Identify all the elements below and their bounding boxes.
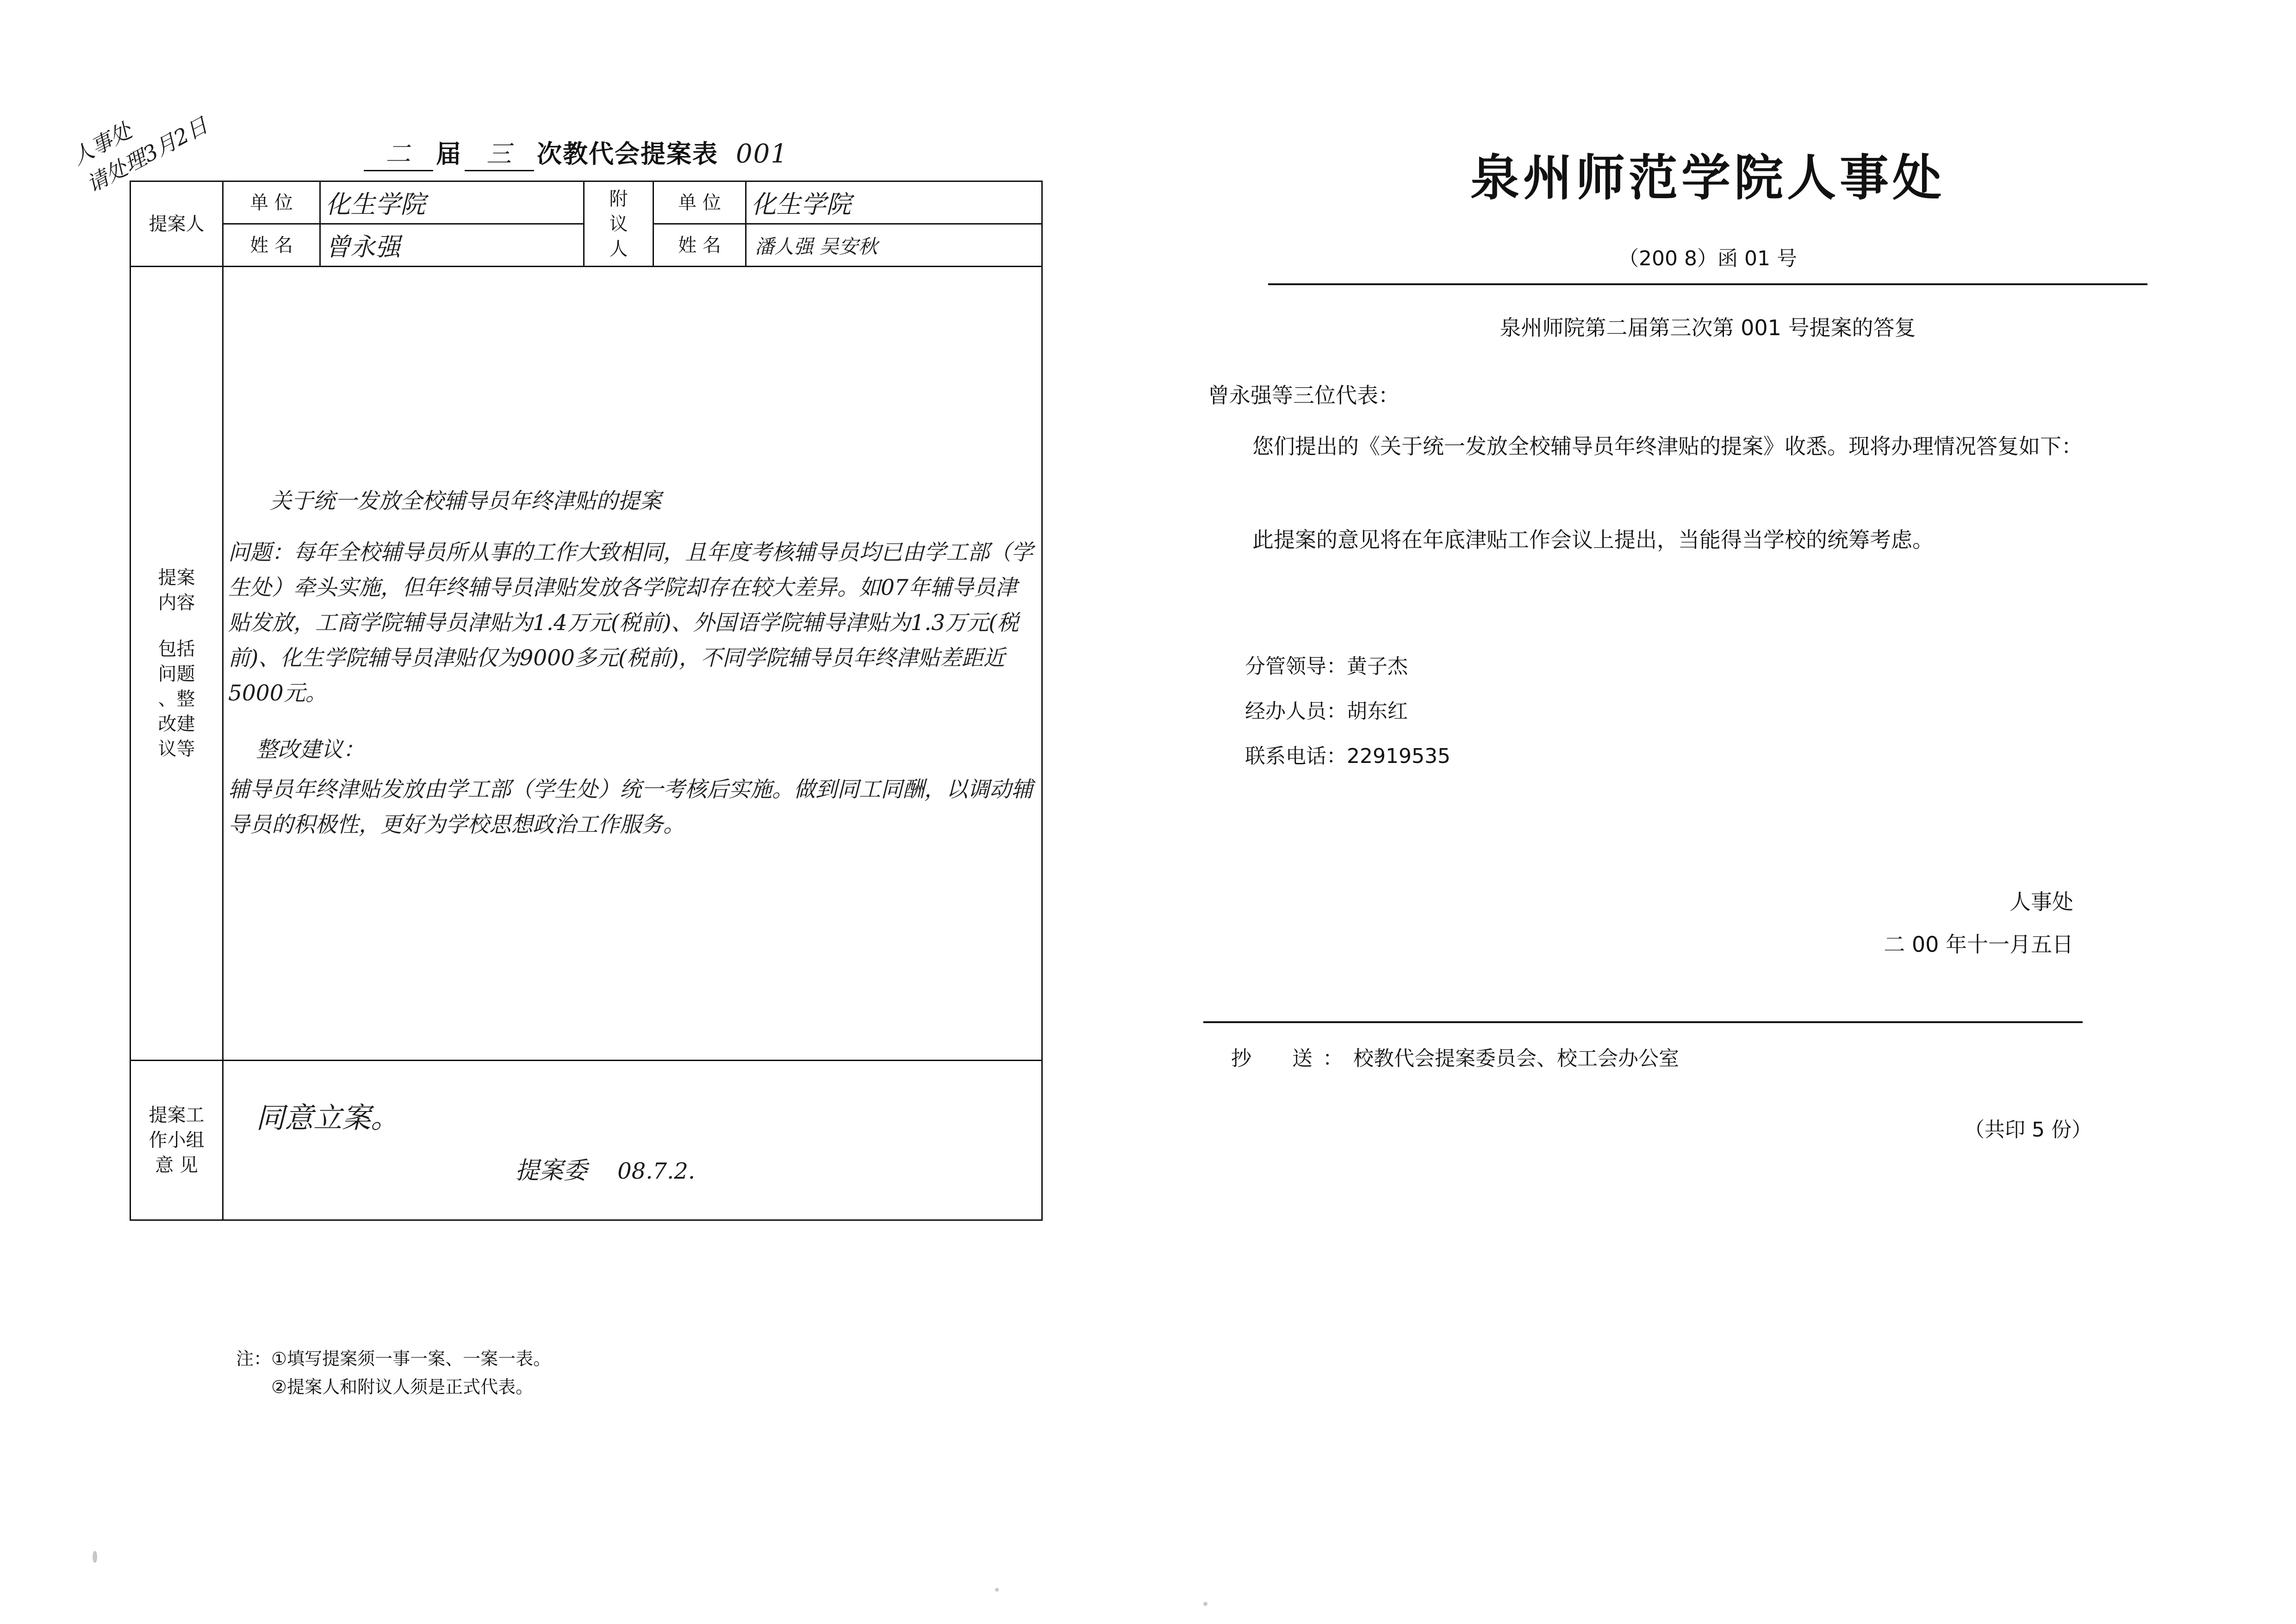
group-opinion-label-line-3: 意 见	[155, 1155, 198, 1176]
phone-row	[1245, 734, 2212, 779]
phone-label: 联系电话：	[1245, 744, 1347, 768]
content-suggestion-title: 整改建议：	[256, 737, 365, 763]
content-label	[131, 267, 223, 1061]
leader-name: 黄子杰	[1347, 655, 1408, 678]
handler-label: 经办人员：	[1245, 699, 1347, 723]
contact-block	[1245, 644, 2212, 779]
letter-paragraph-1: 您们提出的《关于统一发放全校辅导员年终津贴的提案》收悉。现将办理情况答复如下：	[1252, 434, 2083, 459]
session-label: 届	[436, 139, 462, 169]
content-problem: 问题：每年全校辅导员所从事的工作大致相同，且年度考核辅导员均已由学工部（学生处）牵头实施，但年终辅导员津贴发放各学院却存在较大差异。如07年辅导员津贴发放，工商学院辅导员津贴为1.4万元(税前)、外国语学院辅导津贴为1.3万元(税前)、化生学院辅导员津贴仅为9000多元(税前)，不同学院辅导员年终津贴差距近5000元。	[228, 539, 1033, 706]
scan-speck	[93, 1551, 97, 1563]
seconder-unit-value: 化生学院	[746, 181, 1042, 224]
signer-date: 二 00 年十一月五日	[1884, 932, 2073, 957]
content-label-line-3: 包括	[158, 638, 195, 660]
divider-rule	[1203, 1021, 2083, 1023]
form-serial-number: 001	[736, 139, 788, 169]
letter-subject: 泉州师院第二届第三次第 001 号提案的答复	[1500, 315, 1916, 340]
document-number: （200 8）函 01 号	[1268, 242, 2147, 285]
cc-label: 抄 送：	[1231, 1047, 1353, 1071]
cc-targets: 校教代会提案委员会、校工会办公室	[1353, 1047, 1679, 1071]
handler-name: 胡东红	[1347, 699, 1408, 723]
handwritten-corner-note: 人事处 请处理3月2日	[68, 112, 212, 197]
letter-paragraph-2: 此提案的意见将在年底津贴工作会议上提出，当能得当学校的统筹考虑。	[1252, 527, 1934, 552]
scan-speck	[995, 1588, 999, 1592]
form-notes	[236, 1345, 551, 1401]
seconder-unit-label: 单 位	[653, 181, 746, 224]
scan-speck	[1203, 1602, 1207, 1606]
table-row-content	[131, 267, 1042, 1061]
leader-row	[1245, 644, 2212, 689]
seconder-name-label: 姓 名	[653, 224, 746, 267]
table-row-unit	[131, 181, 1042, 224]
group-opinion-text: 同意立案。	[256, 1100, 400, 1135]
proposal-form-pane	[68, 83, 1111, 1542]
proposer-name-value: 曾永强	[320, 224, 584, 267]
content-heading: 关于统一发放全校辅导员年终津贴的提案	[270, 488, 661, 514]
letterhead-title: 泉州师范学院人事处	[1470, 150, 1945, 206]
leader-label: 分管领导：	[1245, 655, 1347, 678]
seconder-name-value: 潘人强 吴安秋	[746, 224, 1042, 267]
group-opinion-label-line-1: 提案工	[149, 1105, 205, 1126]
content-cell	[223, 267, 1042, 1061]
form-note-2: ②提案人和附议人须是正式代表。	[236, 1376, 534, 1397]
session-number: 二	[364, 134, 433, 171]
content-label-line-7: 议等	[158, 738, 195, 760]
group-opinion-label-line-2: 作小组	[149, 1130, 205, 1151]
handler-row	[1245, 689, 2212, 734]
form-title	[361, 134, 1083, 171]
signature-block	[1203, 881, 2212, 966]
reply-letter-pane	[1203, 106, 2212, 1518]
form-title-text: 次教代会提案表	[537, 139, 718, 169]
content-suggestion: 辅导员年终津贴发放由学工部（学生处）统一考核后实施。做到同工同酬，以调动辅导员的积极性，更好为学校思想政治工作服务。	[228, 777, 1033, 838]
group-opinion-cell	[223, 1061, 1042, 1220]
proposer-unit-value: 化生学院	[320, 181, 584, 224]
proposer-label: 提案人	[131, 181, 223, 267]
content-label-line-5: 、整	[158, 688, 195, 710]
content-label-line-1: 提案	[158, 567, 195, 588]
meeting-number: 三	[465, 134, 534, 171]
group-opinion-date: 08.7.2.	[617, 1158, 696, 1185]
content-label-line-4: 问题	[158, 663, 195, 685]
copies-count: （共印 5 份）	[1964, 1118, 2092, 1142]
group-opinion-label	[131, 1061, 223, 1220]
phone-number: 22919535	[1347, 744, 1450, 768]
table-row-group-opinion	[131, 1061, 1042, 1220]
proposer-name-label: 姓 名	[223, 224, 320, 267]
form-note-1: 注：①填写提案须一事一案、一案一表。	[236, 1349, 551, 1369]
signer-name: 人事处	[2010, 889, 2073, 915]
cc-line	[1231, 1042, 2212, 1071]
letter-salutation: 曾永强等三位代表：	[1208, 383, 1400, 408]
content-label-line-2: 内容	[158, 592, 195, 613]
group-opinion-signature: 提案委	[515, 1157, 588, 1185]
content-label-line-6: 改建	[158, 713, 195, 735]
seconder-label: 附 议 人	[584, 181, 653, 267]
proposer-unit-label: 单 位	[223, 181, 320, 224]
proposal-table	[130, 181, 1043, 1221]
